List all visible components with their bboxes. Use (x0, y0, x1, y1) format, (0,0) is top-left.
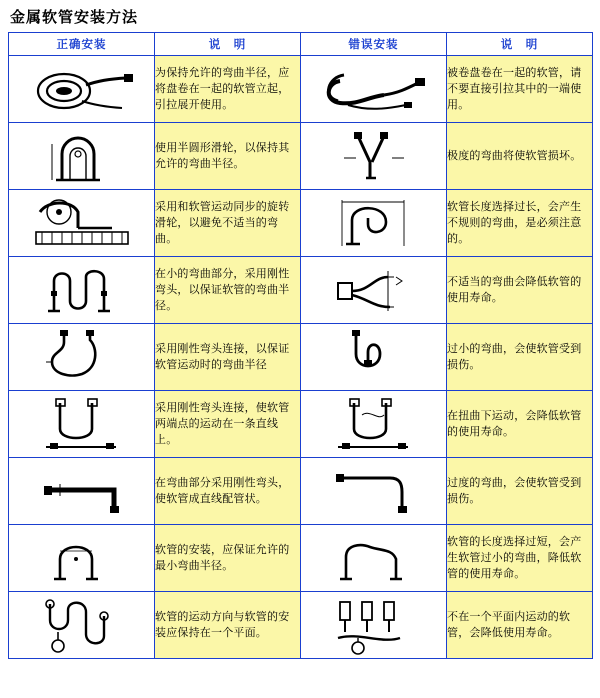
rigid-elbow-icon (9, 261, 154, 319)
description-correct: 为保持允许的弯曲半径，应将盘卷在一起的软管立起，引拉展开使用。 (155, 56, 301, 123)
figure-wrong-hose-bent-sharply (301, 123, 447, 190)
out-of-plane-motion-icon (301, 594, 446, 656)
figure-correct-straight-piping-rigid-elbow (9, 458, 155, 525)
irregular-bend-icon (301, 194, 446, 252)
figure-correct-coiled-hose-standing-upright (9, 56, 155, 123)
torsion-motion-icon (301, 395, 446, 453)
table-row (9, 123, 593, 190)
u-elbow-icon (9, 328, 154, 386)
straight-piping-icon (9, 462, 154, 520)
description-correct: 在弯曲部分采用刚性弯头，使软管成直线配管状。 (155, 458, 301, 525)
coiled-hose-upright-icon (9, 61, 154, 117)
description-wrong: 软管的长度选择过短，会产生软管过小的弯曲，降低软管的使用寿命。 (447, 525, 593, 592)
semicircular-sheave-icon (9, 128, 154, 184)
description-correct: 在小的弯曲部分，采用刚性弯头，以保证软管的弯曲半径。 (155, 257, 301, 324)
column-header-description-correct: 说 明 (155, 33, 301, 56)
figure-correct-rigid-elbow-u-connection (9, 324, 155, 391)
description-wrong: 被卷盘卷在一起的软管，请不要直接引拉其中的一端使用。 (447, 56, 593, 123)
min-bend-radius-icon (9, 529, 154, 587)
description-correct: 软管的运动方向与软管的安装应保持在一个平面。 (155, 592, 301, 659)
figure-wrong-torsional-motion (301, 391, 447, 458)
column-header-description-wrong: 说 明 (447, 33, 593, 56)
figure-correct-min-bend-radius (9, 525, 155, 592)
table-row (9, 324, 593, 391)
tight-bend-icon (301, 328, 446, 386)
figure-correct-u-straight-line-motion (9, 391, 155, 458)
figure-correct-motion-same-plane (9, 592, 155, 659)
table-row (9, 458, 593, 525)
description-correct: 软管的安装，应保证允许的最小弯曲半径。 (155, 525, 301, 592)
figure-wrong-motion-out-of-plane (301, 592, 447, 659)
page-title: 金属软管安装方法 (10, 8, 139, 26)
table-row (9, 56, 593, 123)
figure-wrong-coiled-hose-pulled-from-coil (301, 56, 447, 123)
column-header-wrong-install: 错误安装 (301, 33, 447, 56)
description-wrong: 过小的弯曲，会使软管受到损伤。 (447, 324, 593, 391)
sharp-bend-icon (301, 128, 446, 184)
figure-correct-hose-over-semicircular-sheave (9, 123, 155, 190)
table-header-row (9, 33, 593, 56)
description-correct: 采用和软管运动同步的旋转滑轮，以避免不适当的弯曲。 (155, 190, 301, 257)
figure-wrong-over-tight-bend (301, 324, 447, 391)
rotating-pulley-icon (9, 194, 154, 252)
coiled-hose-pulled-icon (301, 61, 446, 117)
column-header-correct-install: 正确安装 (9, 33, 155, 56)
figure-wrong-excessive-bend-straight (301, 458, 447, 525)
table-row (9, 190, 593, 257)
hose-installation-table (8, 32, 593, 659)
too-long-small-bend-icon (301, 529, 446, 587)
figure-correct-rotating-pulley-track (9, 190, 155, 257)
table-row (9, 257, 593, 324)
description-wrong: 不在一个平面内运动的软管，会降低使用寿命。 (447, 592, 593, 659)
same-plane-motion-icon (9, 594, 154, 656)
table-row (9, 525, 593, 592)
description-wrong: 软管长度选择过长，会产生不规则的弯曲，是必须注意的。 (447, 190, 593, 257)
table-row (9, 391, 593, 458)
description-wrong: 不适当的弯曲会降低软管的使用寿命。 (447, 257, 593, 324)
description-wrong: 在扭曲下运动，会降低软管的使用寿命。 (447, 391, 593, 458)
figure-wrong-too-long-small-bend (301, 525, 447, 592)
u-straight-motion-icon (9, 395, 154, 453)
figure-wrong-hose-too-long-irregular-bend (301, 190, 447, 257)
improper-bend-icon (301, 261, 446, 319)
figure-wrong-improper-bend (301, 257, 447, 324)
table-row (9, 592, 593, 659)
description-correct: 采用刚性弯头连接，以保证软管运动时的弯曲半径 (155, 324, 301, 391)
description-wrong: 过度的弯曲，会使软管受到损伤。 (447, 458, 593, 525)
description-correct: 使用半圆形滑轮，以保持其允许的弯曲半径。 (155, 123, 301, 190)
description-correct: 采用刚性弯头连接，使软管两端点的运动在一条直线上。 (155, 391, 301, 458)
excessive-bend-straight-icon (301, 462, 446, 520)
figure-correct-rigid-elbow-small-bend (9, 257, 155, 324)
description-wrong: 极度的弯曲将使软管损坏。 (447, 123, 593, 190)
